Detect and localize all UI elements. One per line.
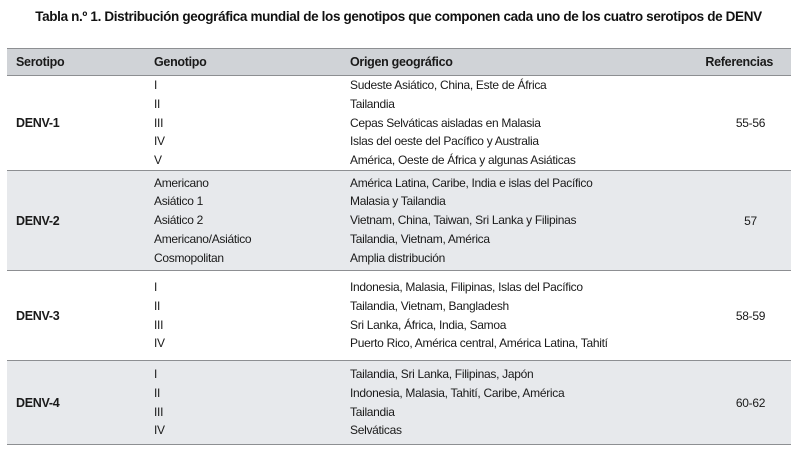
origen-item: Tailandia, Sri Lanka, Filipinas, Japón — [350, 367, 534, 382]
table-caption: Tabla n.º 1. Distribución geográfica mundial de los genotipos que componen cada uno de los cuatro serotipos de DENV — [35, 9, 762, 24]
genotipo-item: I — [154, 280, 158, 295]
genotipo-item: Americano/Asiático — [154, 231, 252, 246]
origen-item: Tailandia, Vietnam, América — [350, 231, 490, 246]
genotipo-item: II — [154, 385, 161, 400]
origen-item: Tailandia, Vietnam, Bangladesh — [350, 298, 509, 313]
origen-item: América, Oeste de África y algunas Asiáticas — [350, 153, 576, 168]
header-referencias: Referencias — [694, 49, 791, 76]
origen-item: Sri Lanka, África, India, Samoa — [350, 317, 507, 332]
table-row-denv-3 — [7, 271, 791, 361]
origen-cell — [350, 76, 694, 171]
header-genotipo: Genotipo — [154, 49, 350, 76]
origen-item: Tailandia — [350, 96, 395, 111]
serotipo-cell: DENV-1 — [7, 76, 154, 171]
serotipo-cell: DENV-2 — [7, 171, 154, 271]
origen-item: Selváticas — [350, 423, 402, 438]
origen-cell — [350, 271, 694, 361]
genotipo-item: Americano — [154, 175, 209, 190]
genotipo-item: Asiático 1 — [154, 194, 204, 209]
origen-item: Malasia y Tailandia — [350, 194, 446, 209]
genotipo-item: II — [154, 96, 161, 111]
serotipo-cell: DENV-4 — [7, 361, 154, 445]
origen-item: Vietnam, China, Taiwan, Sri Lanka y Filipinas — [350, 213, 577, 228]
genotipo-item: V — [154, 153, 162, 168]
genotipo-item: I — [154, 367, 158, 382]
referencias-cell: 57 — [694, 171, 791, 271]
genotipo-item: III — [154, 404, 164, 419]
origen-item: Indonesia, Malasia, Filipinas, Islas del Pacífico — [350, 280, 583, 295]
origen-item: Puerto Rico, América central, América Latina, Tahití — [350, 336, 608, 351]
table-row-denv-4 — [7, 361, 791, 445]
serotipo-cell: DENV-3 — [7, 271, 154, 361]
genotipo-cell — [154, 171, 350, 271]
genotipo-item: III — [154, 115, 164, 130]
genotipo-cell — [154, 271, 350, 361]
referencias-cell: 55-56 — [694, 76, 791, 171]
genotipo-cell — [154, 361, 350, 445]
referencias-cell: 58-59 — [694, 271, 791, 361]
genotipo-item: Asiático 2 — [154, 213, 204, 228]
genotipo-item: Cosmopolitan — [154, 250, 224, 265]
referencias-cell: 60-62 — [694, 361, 791, 445]
origen-item: América Latina, Caribe, India e islas del Pacífico — [350, 175, 593, 190]
table-header-row — [7, 49, 791, 76]
origen-item: Cepas Selváticas aisladas en Malasia — [350, 115, 541, 130]
origen-item: Indonesia, Malasia, Tahití, Caribe, América — [350, 385, 565, 400]
genotipo-item: IV — [154, 134, 165, 149]
origen-cell — [350, 361, 694, 445]
origen-item: Islas del oeste del Pacífico y Australia — [350, 134, 539, 149]
genotipo-cell — [154, 76, 350, 171]
origen-cell — [350, 171, 694, 271]
genotipo-item: II — [154, 298, 161, 313]
genotipo-item: IV — [154, 423, 165, 438]
table-row-denv-1 — [7, 76, 791, 171]
genotype-distribution-table — [7, 48, 791, 445]
origen-item: Tailandia — [350, 404, 395, 419]
genotipo-item: IV — [154, 336, 165, 351]
genotipo-item: I — [154, 78, 158, 93]
genotipo-item: III — [154, 317, 164, 332]
origen-item: Sudeste Asiático, China, Este de África — [350, 78, 547, 93]
header-serotipo: Serotipo — [7, 49, 154, 76]
origen-item: Amplia distribución — [350, 250, 446, 265]
header-origen: Origen geográfico — [350, 49, 694, 76]
table-row-denv-2 — [7, 171, 791, 271]
